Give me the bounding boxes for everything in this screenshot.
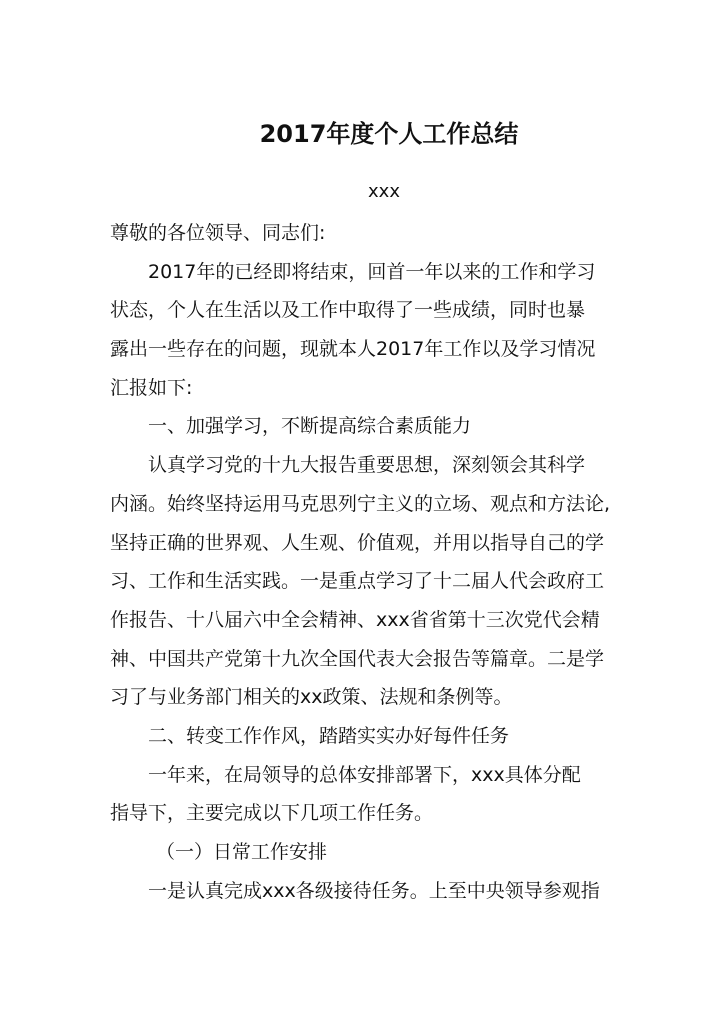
paragraph-line: 神、中国共产党第十九次全国代表大会报告等篇章。二是学 (110, 647, 605, 670)
paragraph-line: 内涵。始终坚持运用马克思列宁主义的立场、观点和方法论, (110, 492, 611, 515)
paragraph-line: 一年来，在局领导的总体安排部署下，xxx具体分配 (148, 763, 581, 786)
paragraph-line: 汇报如下: (110, 376, 193, 399)
document-author: xxx (368, 181, 400, 202)
paragraph-line: 露出一些存在的问题，现就本人2017年工作以及学习情况 (110, 338, 596, 361)
paragraph-line: 状态，个人在生活以及工作中取得了一些成绩，同时也暴 (110, 299, 586, 322)
paragraph-line: 一是认真完成xxx各级接待任务。上至中央领导参观指 (148, 879, 600, 902)
paragraph-line: 习、工作和生活实践。一是重点学习了十二届人代会政府工 (110, 570, 605, 593)
document-body (110, 214, 622, 910)
salutation-line: 尊敬的各位领导、同志们: (110, 222, 326, 244)
document-title: 2017年度个人工作总结 (259, 120, 519, 148)
section-heading-1: 一、加强学习，不断提高综合素质能力 (148, 415, 472, 438)
paragraph-line: 作报告、十八届六中全会精神、xxx省省第十三次党代会精 (110, 608, 600, 631)
paragraph-line: 习了与业务部门相关的xx政策、法规和条例等。 (110, 686, 513, 709)
subsection-heading: （一）日常工作安排 (156, 841, 328, 863)
paragraph-line: 指导下，主要完成以下几项工作任务。 (110, 802, 434, 825)
paragraph-line: 坚持正确的世界观、人生观、价值观，并用以指导自己的学 (110, 531, 605, 554)
paragraph-line: 认真学习党的十九大报告重要思想，深刻领会其科学 (148, 454, 586, 477)
paragraph-line: 2017年的已经即将结束，回首一年以来的工作和学习 (148, 260, 596, 283)
section-heading-2: 二、转变工作作风，踏踏实实办好每件任务 (148, 724, 510, 747)
